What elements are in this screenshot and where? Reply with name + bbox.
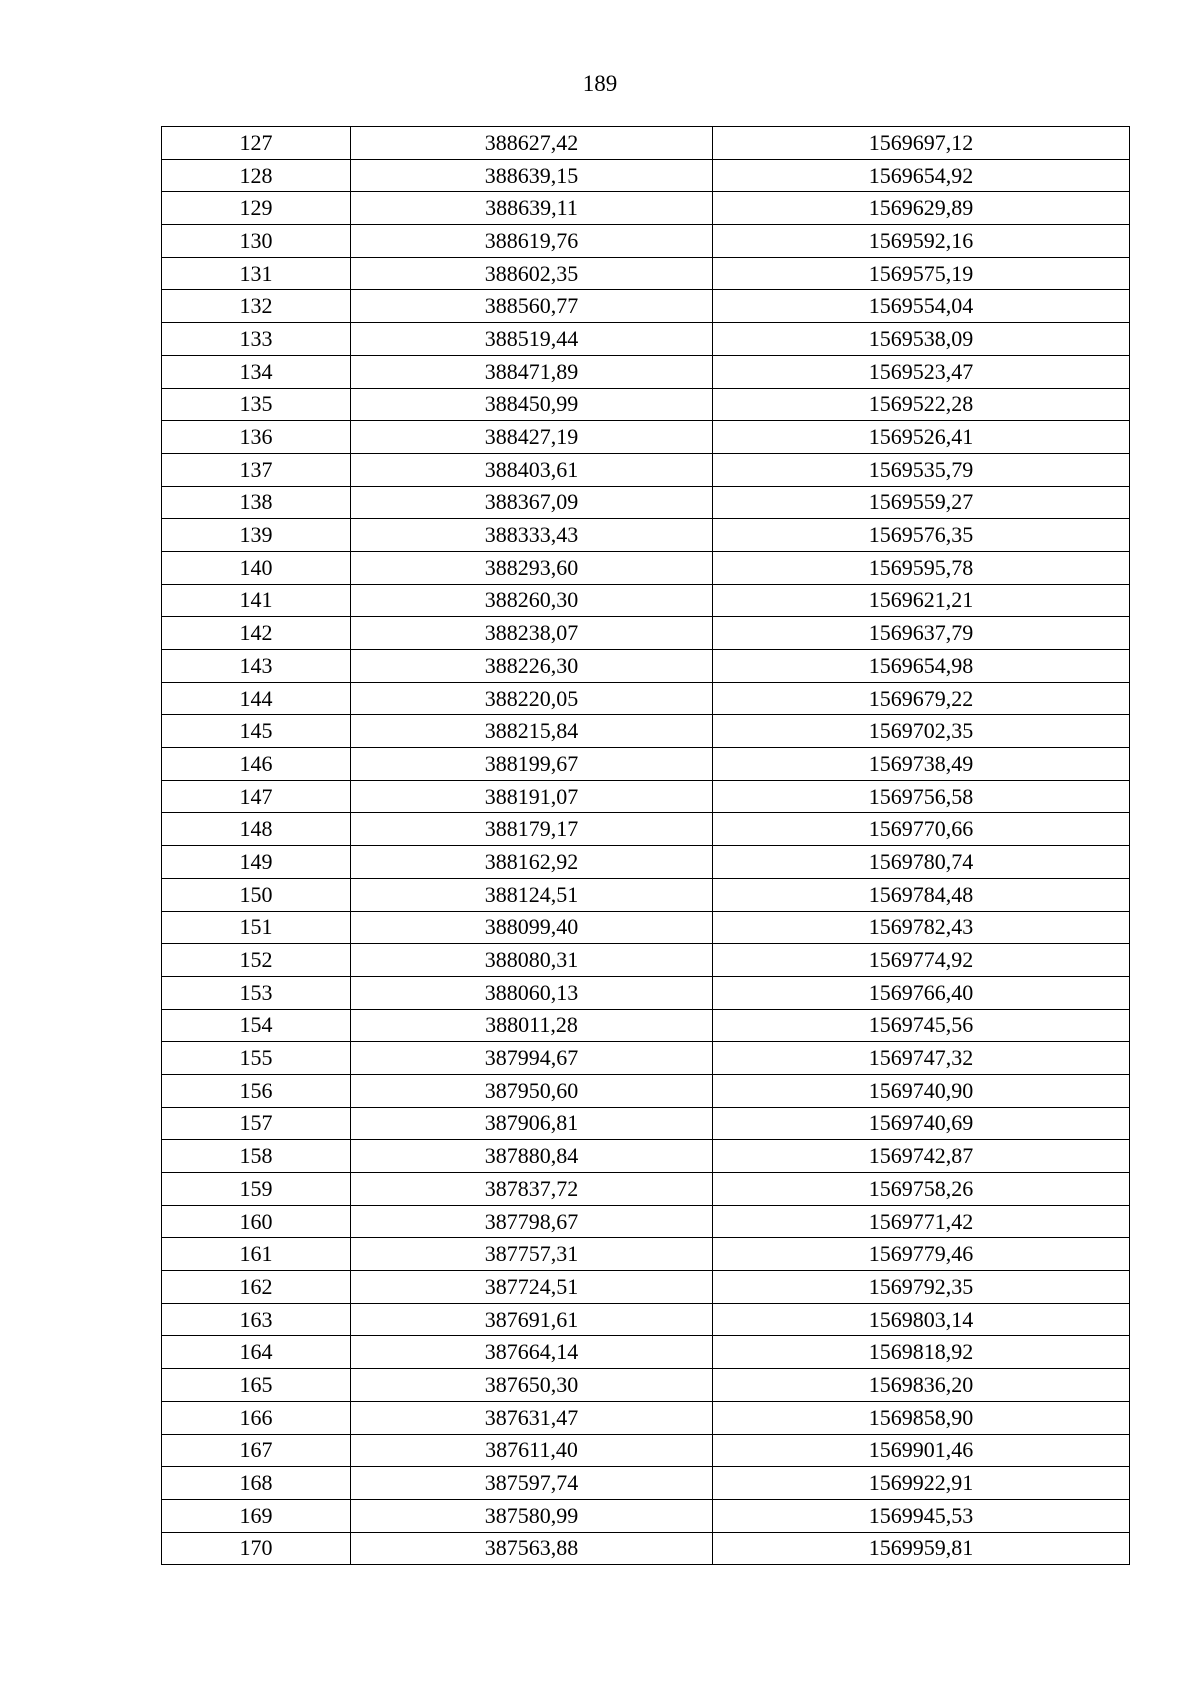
x-coordinate-cell: 387837,72 — [351, 1173, 713, 1206]
point-number-cell: 144 — [162, 682, 351, 715]
point-number-cell: 163 — [162, 1303, 351, 1336]
y-coordinate-cell: 1569742,87 — [713, 1140, 1130, 1173]
x-coordinate-cell: 388220,05 — [351, 682, 713, 715]
point-number-cell: 164 — [162, 1336, 351, 1369]
x-coordinate-cell: 387580,99 — [351, 1499, 713, 1532]
table-row — [162, 584, 1130, 617]
y-coordinate-cell: 1569758,26 — [713, 1173, 1130, 1206]
point-number-cell: 130 — [162, 225, 351, 258]
table-row — [162, 650, 1130, 683]
table-row — [162, 453, 1130, 486]
y-coordinate-cell: 1569901,46 — [713, 1434, 1130, 1467]
y-coordinate-cell: 1569782,43 — [713, 911, 1130, 944]
table-row — [162, 421, 1130, 454]
coordinates-table — [161, 126, 1130, 1565]
table-row — [162, 846, 1130, 879]
table-row — [162, 486, 1130, 519]
coordinates-table-body — [162, 127, 1130, 1565]
x-coordinate-cell: 388619,76 — [351, 225, 713, 258]
y-coordinate-cell: 1569836,20 — [713, 1369, 1130, 1402]
x-coordinate-cell: 388639,11 — [351, 192, 713, 225]
y-coordinate-cell: 1569770,66 — [713, 813, 1130, 846]
point-number-cell: 170 — [162, 1532, 351, 1565]
y-coordinate-cell: 1569740,90 — [713, 1074, 1130, 1107]
table-row — [162, 617, 1130, 650]
table-row — [162, 1107, 1130, 1140]
point-number-cell: 154 — [162, 1009, 351, 1042]
table-row — [162, 1140, 1130, 1173]
table-row — [162, 1009, 1130, 1042]
y-coordinate-cell: 1569771,42 — [713, 1205, 1130, 1238]
point-number-cell: 139 — [162, 519, 351, 552]
x-coordinate-cell: 388162,92 — [351, 846, 713, 879]
x-coordinate-cell: 387597,74 — [351, 1467, 713, 1500]
y-coordinate-cell: 1569654,98 — [713, 650, 1130, 683]
table-row — [162, 1467, 1130, 1500]
y-coordinate-cell: 1569766,40 — [713, 976, 1130, 1009]
point-number-cell: 141 — [162, 584, 351, 617]
y-coordinate-cell: 1569523,47 — [713, 355, 1130, 388]
table-row — [162, 290, 1130, 323]
x-coordinate-cell: 388215,84 — [351, 715, 713, 748]
point-number-cell: 167 — [162, 1434, 351, 1467]
x-coordinate-cell: 388226,30 — [351, 650, 713, 683]
x-coordinate-cell: 388060,13 — [351, 976, 713, 1009]
y-coordinate-cell: 1569747,32 — [713, 1042, 1130, 1075]
x-coordinate-cell: 388179,17 — [351, 813, 713, 846]
y-coordinate-cell: 1569756,58 — [713, 780, 1130, 813]
x-coordinate-cell: 388627,42 — [351, 127, 713, 160]
page-number: 189 — [582, 71, 618, 96]
x-coordinate-cell: 388011,28 — [351, 1009, 713, 1042]
x-coordinate-cell: 387880,84 — [351, 1140, 713, 1173]
x-coordinate-cell: 388427,19 — [351, 421, 713, 454]
y-coordinate-cell: 1569592,16 — [713, 225, 1130, 258]
table-row — [162, 878, 1130, 911]
point-number-cell: 159 — [162, 1173, 351, 1206]
point-number-cell: 129 — [162, 192, 351, 225]
x-coordinate-cell: 387950,60 — [351, 1074, 713, 1107]
table-row — [162, 1042, 1130, 1075]
x-coordinate-cell: 388191,07 — [351, 780, 713, 813]
x-coordinate-cell: 388293,60 — [351, 551, 713, 584]
point-number-cell: 158 — [162, 1140, 351, 1173]
point-number-cell: 149 — [162, 846, 351, 879]
x-coordinate-cell: 387757,31 — [351, 1238, 713, 1271]
point-number-cell: 150 — [162, 878, 351, 911]
table-row — [162, 944, 1130, 977]
point-number-cell: 168 — [162, 1467, 351, 1500]
table-row — [162, 1238, 1130, 1271]
x-coordinate-cell: 388519,44 — [351, 323, 713, 356]
table-row — [162, 127, 1130, 160]
table-row — [162, 1303, 1130, 1336]
point-number-cell: 127 — [162, 127, 351, 160]
point-number-cell: 143 — [162, 650, 351, 683]
y-coordinate-cell: 1569745,56 — [713, 1009, 1130, 1042]
table-row — [162, 1336, 1130, 1369]
y-coordinate-cell: 1569621,21 — [713, 584, 1130, 617]
table-row — [162, 225, 1130, 258]
point-number-cell: 133 — [162, 323, 351, 356]
table-row — [162, 1173, 1130, 1206]
table-row — [162, 976, 1130, 1009]
table-row — [162, 1434, 1130, 1467]
point-number-cell: 138 — [162, 486, 351, 519]
table-row — [162, 1205, 1130, 1238]
point-number-cell: 153 — [162, 976, 351, 1009]
x-coordinate-cell: 387798,67 — [351, 1205, 713, 1238]
table-row — [162, 715, 1130, 748]
point-number-cell: 169 — [162, 1499, 351, 1532]
y-coordinate-cell: 1569697,12 — [713, 127, 1130, 160]
table-row — [162, 551, 1130, 584]
y-coordinate-cell: 1569818,92 — [713, 1336, 1130, 1369]
point-number-cell: 128 — [162, 159, 351, 192]
y-coordinate-cell: 1569738,49 — [713, 748, 1130, 781]
y-coordinate-cell: 1569654,92 — [713, 159, 1130, 192]
point-number-cell: 145 — [162, 715, 351, 748]
point-number-cell: 161 — [162, 1238, 351, 1271]
y-coordinate-cell: 1569803,14 — [713, 1303, 1130, 1336]
x-coordinate-cell: 388403,61 — [351, 453, 713, 486]
y-coordinate-cell: 1569780,74 — [713, 846, 1130, 879]
point-number-cell: 132 — [162, 290, 351, 323]
y-coordinate-cell: 1569959,81 — [713, 1532, 1130, 1565]
point-number-cell: 160 — [162, 1205, 351, 1238]
point-number-cell: 165 — [162, 1369, 351, 1402]
point-number-cell: 148 — [162, 813, 351, 846]
point-number-cell: 136 — [162, 421, 351, 454]
y-coordinate-cell: 1569576,35 — [713, 519, 1130, 552]
table-row — [162, 519, 1130, 552]
point-number-cell: 131 — [162, 257, 351, 290]
x-coordinate-cell: 388124,51 — [351, 878, 713, 911]
y-coordinate-cell: 1569922,91 — [713, 1467, 1130, 1500]
y-coordinate-cell: 1569559,27 — [713, 486, 1130, 519]
y-coordinate-cell: 1569629,89 — [713, 192, 1130, 225]
y-coordinate-cell: 1569779,46 — [713, 1238, 1130, 1271]
x-coordinate-cell: 388099,40 — [351, 911, 713, 944]
point-number-cell: 156 — [162, 1074, 351, 1107]
table-row — [162, 1499, 1130, 1532]
y-coordinate-cell: 1569740,69 — [713, 1107, 1130, 1140]
table-row — [162, 355, 1130, 388]
point-number-cell: 157 — [162, 1107, 351, 1140]
table-row — [162, 1369, 1130, 1402]
table-row — [162, 1271, 1130, 1304]
y-coordinate-cell: 1569784,48 — [713, 878, 1130, 911]
table-row — [162, 1401, 1130, 1434]
table-row — [162, 323, 1130, 356]
y-coordinate-cell: 1569538,09 — [713, 323, 1130, 356]
x-coordinate-cell: 388639,15 — [351, 159, 713, 192]
table-row — [162, 748, 1130, 781]
x-coordinate-cell: 387664,14 — [351, 1336, 713, 1369]
x-coordinate-cell: 388260,30 — [351, 584, 713, 617]
y-coordinate-cell: 1569522,28 — [713, 388, 1130, 421]
point-number-cell: 146 — [162, 748, 351, 781]
y-coordinate-cell: 1569595,78 — [713, 551, 1130, 584]
point-number-cell: 155 — [162, 1042, 351, 1075]
table-row — [162, 1074, 1130, 1107]
x-coordinate-cell: 388333,43 — [351, 519, 713, 552]
x-coordinate-cell: 387631,47 — [351, 1401, 713, 1434]
table-row — [162, 192, 1130, 225]
y-coordinate-cell: 1569637,79 — [713, 617, 1130, 650]
y-coordinate-cell: 1569858,90 — [713, 1401, 1130, 1434]
y-coordinate-cell: 1569945,53 — [713, 1499, 1130, 1532]
x-coordinate-cell: 387611,40 — [351, 1434, 713, 1467]
x-coordinate-cell: 387691,61 — [351, 1303, 713, 1336]
table-row — [162, 780, 1130, 813]
x-coordinate-cell: 388450,99 — [351, 388, 713, 421]
point-number-cell: 137 — [162, 453, 351, 486]
x-coordinate-cell: 388602,35 — [351, 257, 713, 290]
point-number-cell: 135 — [162, 388, 351, 421]
y-coordinate-cell: 1569792,35 — [713, 1271, 1130, 1304]
point-number-cell: 134 — [162, 355, 351, 388]
point-number-cell: 151 — [162, 911, 351, 944]
x-coordinate-cell: 387724,51 — [351, 1271, 713, 1304]
x-coordinate-cell: 388080,31 — [351, 944, 713, 977]
y-coordinate-cell: 1569679,22 — [713, 682, 1130, 715]
y-coordinate-cell: 1569526,41 — [713, 421, 1130, 454]
point-number-cell: 152 — [162, 944, 351, 977]
y-coordinate-cell: 1569702,35 — [713, 715, 1130, 748]
x-coordinate-cell: 387563,88 — [351, 1532, 713, 1565]
point-number-cell: 147 — [162, 780, 351, 813]
table-row — [162, 911, 1130, 944]
x-coordinate-cell: 387906,81 — [351, 1107, 713, 1140]
table-row — [162, 813, 1130, 846]
y-coordinate-cell: 1569535,79 — [713, 453, 1130, 486]
point-number-cell: 140 — [162, 551, 351, 584]
table-row — [162, 1532, 1130, 1565]
x-coordinate-cell: 388367,09 — [351, 486, 713, 519]
point-number-cell: 162 — [162, 1271, 351, 1304]
table-row — [162, 388, 1130, 421]
x-coordinate-cell: 388560,77 — [351, 290, 713, 323]
table-row — [162, 159, 1130, 192]
table-row — [162, 682, 1130, 715]
x-coordinate-cell: 388471,89 — [351, 355, 713, 388]
x-coordinate-cell: 387650,30 — [351, 1369, 713, 1402]
x-coordinate-cell: 388238,07 — [351, 617, 713, 650]
point-number-cell: 166 — [162, 1401, 351, 1434]
y-coordinate-cell: 1569575,19 — [713, 257, 1130, 290]
x-coordinate-cell: 387994,67 — [351, 1042, 713, 1075]
table-row — [162, 257, 1130, 290]
point-number-cell: 142 — [162, 617, 351, 650]
y-coordinate-cell: 1569554,04 — [713, 290, 1130, 323]
x-coordinate-cell: 388199,67 — [351, 748, 713, 781]
y-coordinate-cell: 1569774,92 — [713, 944, 1130, 977]
